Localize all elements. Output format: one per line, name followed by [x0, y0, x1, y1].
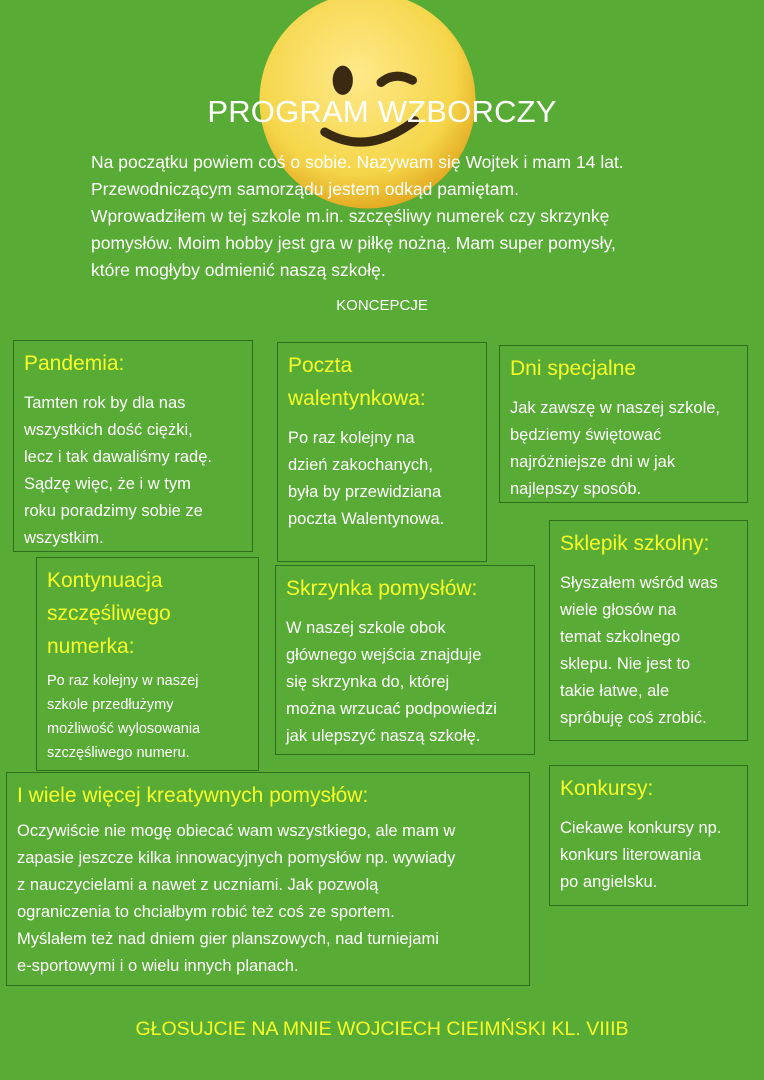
- concept-title: Sklepik szkolny:: [560, 532, 710, 555]
- intro-line: Na początku powiem coś o sobie. Nazywam się Wojtek i mam 14 lat.: [91, 152, 624, 172]
- concept-text: Oczywiście nie mogę obiecać wam wszystkiego, ale mam w zapasie jeszcze kilka innowacyjnych pomysłów np. wywiady z nauczycielami a nawet z uczniami. Jak pozwolą ograniczenia to chciałbym robić też coś ze sportem. Myślałem też nad dniem gier planszowych, nad turniejami e-sportowymi i o wielu innych planach.: [17, 822, 456, 975]
- concept-title: Pandemia:: [24, 352, 125, 375]
- intro-line: Wprowadziłem w tej szkole m.in. szczęśliwy numerek czy skrzynkę: [91, 206, 610, 226]
- concept-box-skrzynka-pomyslow: [275, 565, 535, 755]
- section-heading-koncepcje: KONCEPCJE: [336, 297, 428, 314]
- intro-paragraph: [91, 149, 711, 284]
- concept-title: I wiele więcej kreatywnych pomysłów:: [17, 784, 369, 807]
- concept-title: Kontynuacja szczęśliwego numerka:: [47, 569, 171, 658]
- concept-box-sklepik-szkolny: [549, 520, 748, 741]
- concept-title: Skrzynka pomysłów:: [286, 577, 478, 600]
- intro-line: Przewodniczącym samorządu jestem odkąd pamiętam.: [91, 179, 519, 199]
- concept-box-dni-specjalne: [499, 345, 748, 503]
- vote-footer: GŁOSUJCIE NA MNIE WOJCIECH CIEIMŃSKI KL. VIIIB: [135, 1018, 629, 1040]
- concept-text: W naszej szkole obok głównego wejścia znajduje się skrzynka do, której można wrzucać podpowiedzi jak ulepszyć naszą szkołę.: [286, 619, 497, 745]
- concept-box-kontynuacja: [36, 557, 259, 771]
- concept-text: Słyszałem wśród was wiele głosów na temat szkolnego sklepu. Nie jest to takie łatwe, ale spróbuję coś zrobić.: [560, 574, 718, 727]
- concept-title: Dni specjalne: [510, 357, 637, 380]
- concept-box-konkursy: [549, 765, 748, 906]
- concept-text: Tamten rok by dla nas wszystkich dość ciężki, lecz i tak dawaliśmy radę. Sądzę więc, że i w tym roku poradzimy sobie ze wszystkim.: [24, 394, 212, 547]
- concept-text: Jak zawszę w naszej szkole, będziemy świętować najróżniejsze dni w jak najlepszy sposób.: [510, 399, 720, 498]
- page-title: PROGRAM WZBORCZY: [207, 94, 557, 129]
- concept-title: Poczta walentynkowa:: [288, 354, 426, 410]
- concept-text: Po raz kolejny w naszej szkole przedłużymy możliwość wylosowania szczęśliwego numeru.: [47, 673, 201, 761]
- concept-title: Konkursy:: [560, 777, 654, 800]
- intro-line: pomysłów. Moim hobby jest gra w piłkę nożną. Mam super pomysły,: [91, 233, 616, 253]
- concept-box-wiele-wiecej: [6, 772, 530, 986]
- concept-text: Po raz kolejny na dzień zakochanych, była by przewidziana poczta Walentynowa.: [288, 429, 445, 528]
- intro-line: które mogłyby odmienić naszą szkołę.: [91, 260, 386, 280]
- concept-box-pandemia: [13, 340, 253, 552]
- concept-box-poczta-walentynkowa: [277, 342, 487, 562]
- concept-text: Ciekawe konkursy np. konkurs literowania po angielsku.: [560, 819, 722, 891]
